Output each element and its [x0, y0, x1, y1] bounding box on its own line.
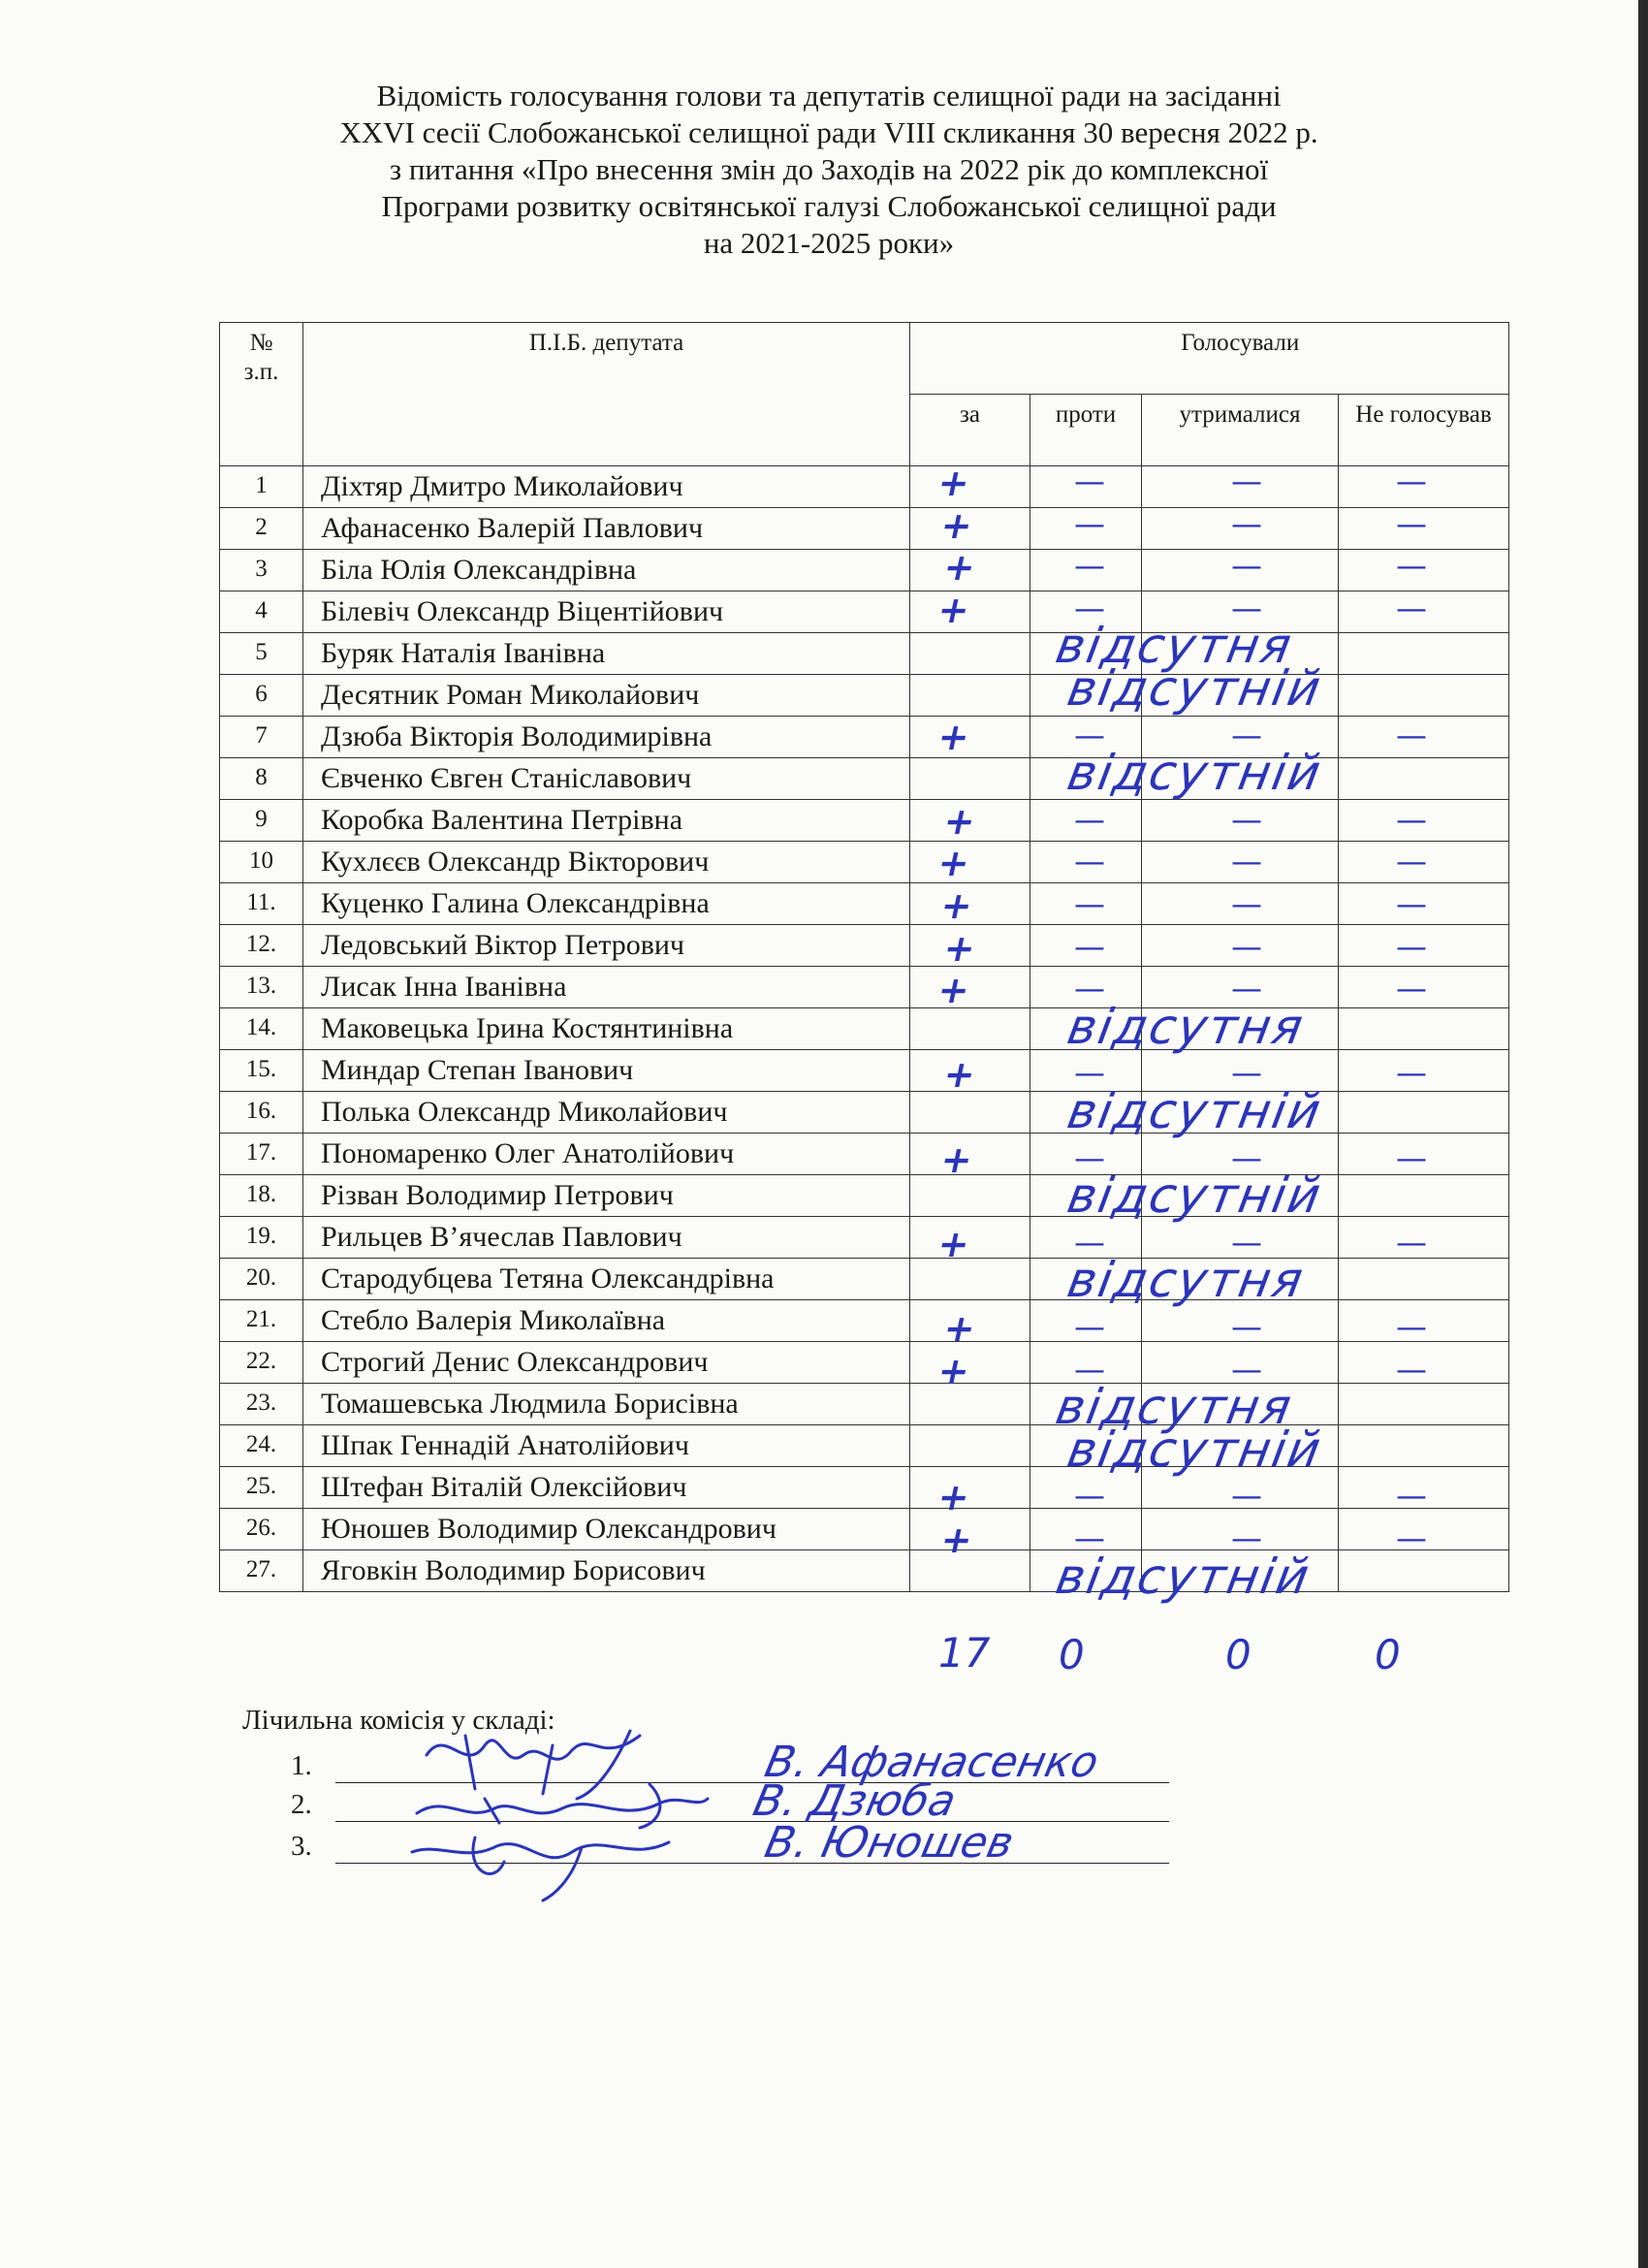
deputy-name: Кухлєєв Олександр Вікторович	[303, 842, 910, 883]
vote-for-mark: +	[939, 1053, 980, 1097]
dash-mark: —	[1074, 1350, 1105, 1388]
deputy-name: Томашевська Людмила Борисівна	[303, 1384, 910, 1425]
dash-mark: —	[1074, 547, 1105, 585]
cell-for	[910, 1259, 1030, 1300]
deputy-name: Дзюба Вікторія Володимирівна	[303, 717, 910, 758]
table-row	[220, 1384, 1509, 1425]
row-number: 10	[220, 842, 303, 883]
dash-mark: —	[1231, 504, 1262, 542]
dash-mark: —	[1231, 970, 1262, 1007]
vote-for-mark: +	[934, 588, 974, 631]
commission-surname: В. Юношев	[760, 1818, 1019, 1868]
dash-mark: —	[1074, 1477, 1105, 1515]
row-number: 24.	[220, 1425, 303, 1467]
absent-note: відсутня	[1051, 1379, 1298, 1436]
header-name: П.І.Б. депутата	[303, 323, 910, 466]
dash-mark: —	[1074, 800, 1105, 838]
vote-for-mark: +	[934, 842, 974, 885]
vote-for-mark: +	[934, 1222, 974, 1265]
dash-mark: —	[1231, 885, 1262, 922]
row-number: 27.	[220, 1550, 303, 1592]
deputy-name: Різван Володимир Петрович	[303, 1175, 910, 1217]
commission-num: 2.	[291, 1789, 312, 1820]
header-num: № з.п.	[220, 323, 303, 466]
deputy-name: Коробка Валентина Петрівна	[303, 800, 910, 842]
dash-mark: —	[1074, 463, 1105, 499]
deputy-name: Миндар Степан Іванович	[303, 1050, 910, 1092]
cell-for	[910, 1425, 1030, 1467]
vote-for-mark: +	[934, 462, 974, 504]
dash-mark: —	[1074, 970, 1105, 1007]
cell-not-voted	[1339, 1425, 1509, 1467]
dash-mark: —	[1231, 463, 1262, 499]
dash-mark: —	[1074, 504, 1105, 542]
commission-surname: В. Афанасенко	[760, 1738, 1103, 1787]
deputy-name: Строгий Денис Олександрович	[303, 1342, 910, 1384]
dash-mark: —	[1231, 800, 1262, 838]
deputy-name: Штефан Віталій Олексійович	[303, 1467, 910, 1509]
deputy-name: Десятник Роман Миколайович	[303, 675, 910, 717]
deputy-name: Лисак Інна Іванівна	[303, 967, 910, 1008]
table-row	[220, 591, 1509, 633]
table-row	[220, 967, 1509, 1008]
dash-mark: —	[1074, 1223, 1105, 1261]
table-row	[220, 1509, 1509, 1550]
cell-for	[910, 1175, 1030, 1217]
commission-surname: В. Дзюба	[748, 1776, 961, 1826]
table-row	[220, 1008, 1509, 1050]
cell-not-voted	[1339, 633, 1509, 675]
cell-for	[910, 1008, 1030, 1050]
cell-for	[910, 633, 1030, 675]
row-number: 7	[220, 717, 303, 758]
deputy-name: Маковецька Ірина Костянтинівна	[303, 1008, 910, 1050]
cell-not-voted	[1339, 1259, 1509, 1300]
deputy-name: Білевіч Олександр Віцентійович	[303, 591, 910, 633]
deputy-name: Яговкін Володимир Борисович	[303, 1550, 910, 1592]
table-row	[220, 800, 1509, 842]
dash-mark: —	[1396, 843, 1427, 880]
row-number: 23.	[220, 1384, 303, 1425]
dash-mark: —	[1396, 927, 1427, 965]
dash-mark: —	[1396, 1054, 1427, 1092]
cell-not-voted	[1339, 1008, 1509, 1050]
cell-not-voted	[1339, 675, 1509, 717]
dash-mark: —	[1396, 504, 1427, 542]
dash-mark: —	[1396, 1477, 1427, 1515]
row-number: 21.	[220, 1300, 303, 1342]
total-abstain: 0	[1225, 1631, 1252, 1678]
cell-for	[910, 758, 1030, 800]
vote-for-mark: +	[934, 715, 974, 758]
dash-mark: —	[1396, 463, 1427, 499]
total-for: 17	[938, 1629, 991, 1677]
row-number: 8	[220, 758, 303, 800]
cell-not-voted	[1339, 1384, 1509, 1425]
row-number: 17.	[220, 1134, 303, 1175]
dash-mark: —	[1396, 1519, 1427, 1556]
header-against: проти	[1030, 395, 1142, 466]
row-number: 1	[220, 466, 303, 508]
table-row	[220, 1550, 1509, 1592]
dash-mark: —	[1231, 1519, 1262, 1556]
table-row	[220, 1342, 1509, 1384]
dash-mark: —	[1231, 1054, 1262, 1092]
cell-not-voted	[1339, 758, 1509, 800]
dash-mark: —	[1396, 1308, 1427, 1345]
absent-note: відсутній	[1062, 1083, 1327, 1139]
deputy-name: Буряк Наталія Іванівна	[303, 633, 910, 675]
deputy-name: Юношев Володимир Олександрович	[303, 1509, 910, 1550]
header-for: за	[910, 395, 1030, 466]
vote-for-mark: +	[936, 503, 977, 547]
deputy-name: Афанасенко Валерій Павлович	[303, 508, 910, 550]
dash-mark: —	[1396, 1138, 1427, 1176]
title-line: Програми розвитку освітянської галузі Слобожанської селищної ради	[381, 189, 1277, 223]
row-number: 16.	[220, 1092, 303, 1134]
header-voted: Голосували	[1030, 323, 1509, 395]
absent-note: відсутня	[1062, 1252, 1310, 1309]
deputy-name: Стебло Валерія Миколаївна	[303, 1300, 910, 1342]
dash-mark: —	[1396, 547, 1427, 585]
row-number: 6	[220, 675, 303, 717]
row-number: 15.	[220, 1050, 303, 1092]
row-number: 5	[220, 633, 303, 675]
table-row	[220, 1300, 1509, 1342]
dash-mark: —	[1231, 589, 1262, 626]
row-number: 9	[220, 800, 303, 842]
deputy-name: Шпак Геннадій Анатолійович	[303, 1425, 910, 1467]
dash-mark: —	[1396, 800, 1427, 838]
cell-not-voted	[1339, 1175, 1509, 1217]
voting-table	[219, 322, 1509, 1592]
commission-num: 1.	[291, 1750, 312, 1781]
dash-mark: —	[1396, 716, 1427, 753]
dash-mark: —	[1231, 1477, 1262, 1515]
dash-mark: —	[1074, 843, 1105, 880]
table-row	[220, 508, 1509, 550]
table-row	[220, 842, 1509, 883]
absent-note: відсутній	[1051, 1548, 1315, 1605]
vote-for-mark: +	[934, 969, 974, 1012]
cell-for	[910, 675, 1030, 717]
dash-mark: —	[1396, 970, 1427, 1007]
deputy-name: Полька Олександр Миколайович	[303, 1092, 910, 1134]
absent-note: відсутній	[1062, 660, 1327, 717]
table-row	[220, 466, 1509, 508]
dash-mark: —	[1231, 716, 1262, 753]
header-abstain: утрималися	[1142, 395, 1339, 466]
row-number: 22.	[220, 1342, 303, 1384]
row-number: 3	[220, 550, 303, 591]
dash-mark: —	[1231, 1138, 1262, 1176]
row-number: 13.	[220, 967, 303, 1008]
row-number: 25.	[220, 1467, 303, 1509]
absent-note: відсутня	[1051, 618, 1298, 675]
cell-not-voted	[1339, 1092, 1509, 1134]
total-not-voted: 0	[1375, 1631, 1401, 1678]
vote-for-mark: +	[936, 884, 977, 927]
scan-edge	[1638, 0, 1648, 2268]
dash-mark: —	[1231, 927, 1262, 965]
dash-mark: —	[1231, 547, 1262, 585]
deputy-name: Біла Юлія Олександрівна	[303, 550, 910, 591]
dash-mark: —	[1074, 885, 1105, 922]
vote-for-mark: +	[934, 1349, 974, 1392]
dash-mark: —	[1231, 843, 1262, 880]
dash-mark: —	[1396, 589, 1427, 626]
row-number: 12.	[220, 925, 303, 967]
row-number: 20.	[220, 1259, 303, 1300]
dash-mark: —	[1074, 589, 1105, 626]
total-against: 0	[1059, 1631, 1085, 1678]
deputy-name: Діхтяр Дмитро Миколайович	[303, 466, 910, 508]
deputy-name: Стародубцева Тетяна Олександрівна	[303, 1259, 910, 1300]
dash-mark: —	[1074, 927, 1105, 965]
absent-note: відсутній	[1062, 1167, 1327, 1225]
title-line: з питання «Про внесення змін до Заходів на 2022 рік до комплексної	[389, 152, 1269, 186]
absent-note: відсутня	[1062, 998, 1310, 1055]
row-number: 26.	[220, 1509, 303, 1550]
dash-mark: —	[1396, 1350, 1427, 1388]
row-number: 18.	[220, 1175, 303, 1217]
cell-for	[910, 1092, 1030, 1134]
commission-label: Лічильна комісія у складі:	[242, 1705, 555, 1736]
vote-for-mark: +	[936, 1137, 977, 1181]
row-number: 19.	[220, 1217, 303, 1259]
deputy-name: Рильцев В’ячеслав Павлович	[303, 1217, 910, 1259]
dash-mark: —	[1074, 1519, 1105, 1556]
dash-mark: —	[1074, 1138, 1105, 1176]
title-line: XXVI сесії Слобожанської селищної ради VIII скликання 30 вересня 2022 р.	[339, 115, 1318, 149]
vote-for-mark: +	[939, 1307, 980, 1350]
absent-note: відсутній	[1062, 745, 1327, 802]
cell-for	[910, 1550, 1030, 1592]
deputy-name: Ледовський Віктор Петрович	[303, 925, 910, 967]
absent-note: відсутній	[1062, 1421, 1327, 1478]
deputy-name: Куценко Галина Олександрівна	[303, 883, 910, 925]
dash-mark: —	[1231, 1223, 1262, 1261]
title-line: Відомість голосування голови та депутатів селищної ради на засіданні	[376, 79, 1282, 112]
document-title	[145, 78, 1512, 262]
dash-mark: —	[1396, 1223, 1427, 1261]
commission-num: 3.	[291, 1831, 312, 1862]
dash-mark: —	[1396, 885, 1427, 922]
vote-for-mark: +	[936, 1518, 977, 1561]
cell-for	[910, 1384, 1030, 1425]
table-row	[220, 550, 1509, 591]
deputy-name: Євченко Євген Станіславович	[303, 758, 910, 800]
vote-for-mark: +	[939, 546, 980, 590]
dash-mark: —	[1074, 1308, 1105, 1345]
deputy-name: Пономаренко Олег Анатолійович	[303, 1134, 910, 1175]
table-row	[220, 1259, 1509, 1300]
dash-mark: —	[1074, 716, 1105, 753]
row-number: 4	[220, 591, 303, 633]
dash-mark: —	[1074, 1054, 1105, 1092]
table-row	[220, 883, 1509, 925]
handwritten-signatures	[407, 1716, 727, 1910]
header-not-voted: Не голосував	[1339, 395, 1509, 466]
vote-for-mark: +	[939, 799, 980, 843]
vote-for-mark: +	[934, 1476, 974, 1519]
row-number: 11.	[220, 883, 303, 925]
vote-for-mark: +	[939, 926, 980, 970]
row-number: 14.	[220, 1008, 303, 1050]
row-number: 2	[220, 508, 303, 550]
dash-mark: —	[1231, 1308, 1262, 1345]
table-row	[220, 925, 1509, 967]
dash-mark: —	[1231, 1350, 1262, 1388]
title-line: на 2021-2025 роки»	[703, 226, 955, 260]
